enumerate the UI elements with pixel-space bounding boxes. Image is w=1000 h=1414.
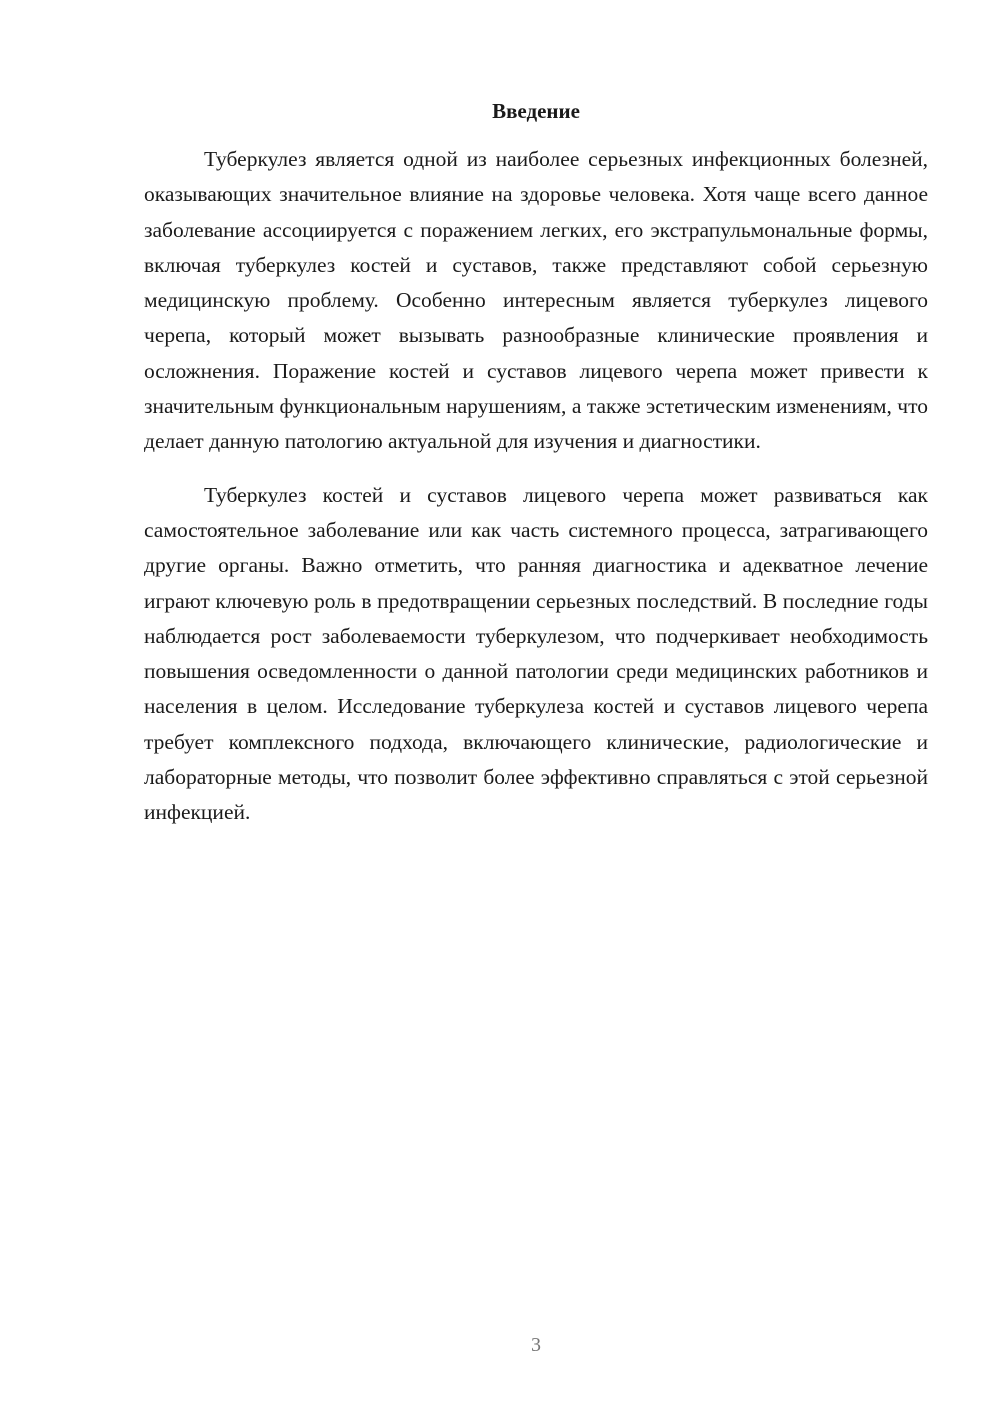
page-content xyxy=(144,94,928,831)
page-number: 3 xyxy=(531,1334,541,1356)
paragraph-second: Туберкулез костей и суставов лицевого черепа может развиваться как самостоятельное заболевание или как часть системного процесса, затрагивающего другие органы. Важно отметить, что ранняя диагностика и адекватное лечение играют ключевую роль в предотвращении серьезных последствий. В последние годы наблюдается рост заболеваемости туберкулезом, что подчеркивает необходимость повышения осведомленности о данной патологии среди медицинских работников и населения в целом. Исследование туберкулеза костей и суставов лицевого черепа требует комплексного подхода, включающего клинические, радиологические и лабораторные методы, что позволит более эффективно справляться с этой серьезной инфекцией. xyxy=(144,482,928,825)
paragraph-intro: Туберкулез является одной из наиболее серьезных инфекционных болезней, оказывающих значительное влияние на здоровье человека. Хотя чаще всего данное заболевание ассоциируется с поражением легких, его экстрапульмональные формы, включая туберкулез костей и суставов, также представляют собой серьезную медицинскую проблему. Особенно интересным является туберкулез лицевого черепа, который может вызывать разнообразные клинические проявления и осложнения. Поражение костей и суставов лицевого черепа может привести к значительным функциональным нарушениям, а также эстетическим изменениям, что делает данную патологию актуальной для изучения и диагностики. xyxy=(144,147,928,454)
section-title: Введение xyxy=(492,99,580,123)
